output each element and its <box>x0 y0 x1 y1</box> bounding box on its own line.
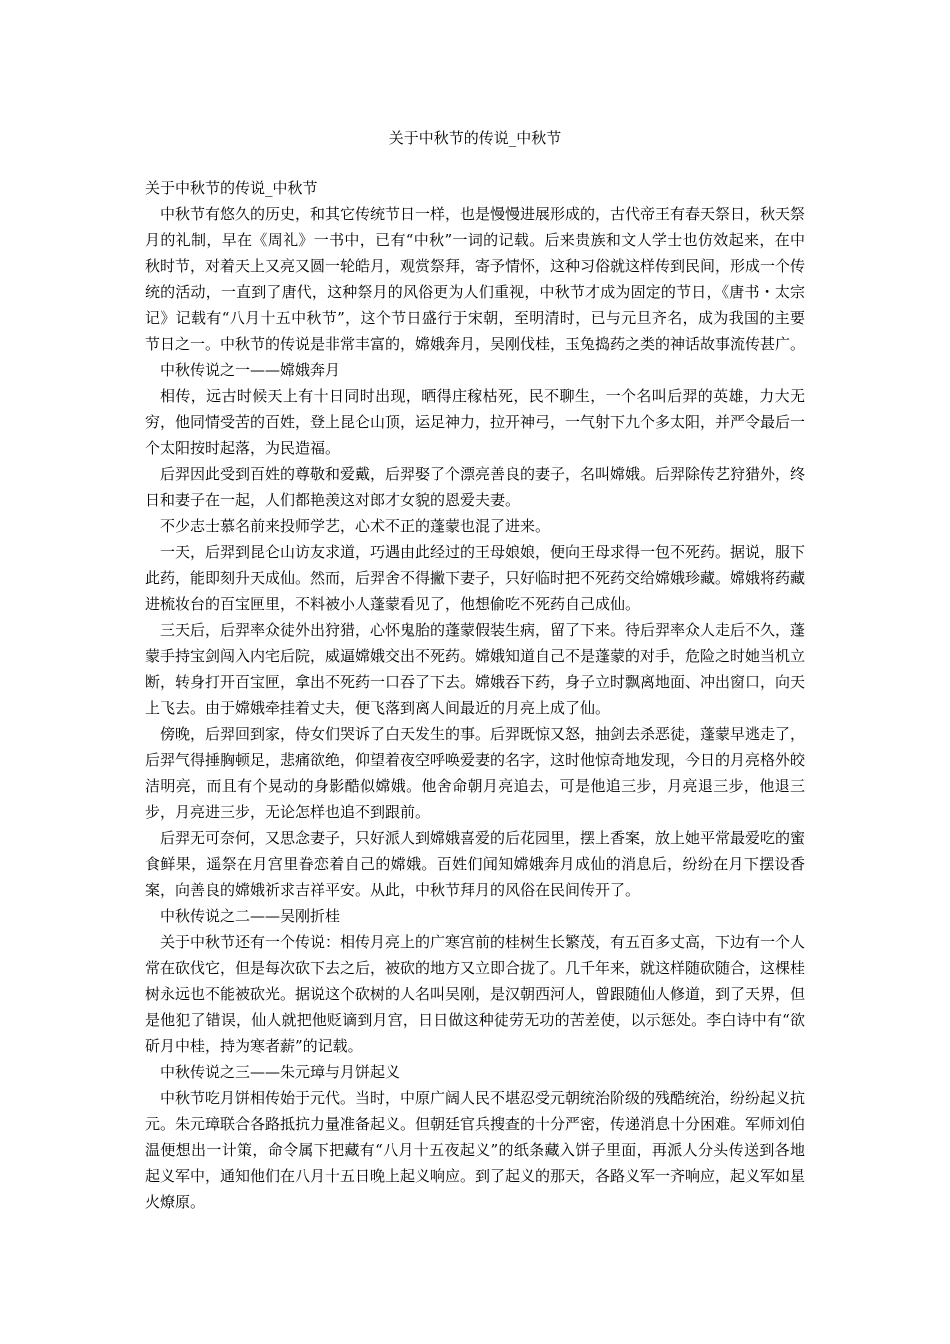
body-paragraph: 相传，远古时候天上有十日同时出现，晒得庄稼枯死，民不聊生，一个名叫后羿的英雄，力大无穷，他同情受苦的百姓，登上昆仑山顶，运足神力，拉开神弓，一气射下九个多太阳，并严令最后一个太阳按时起落，为民造福。 <box>145 387 806 457</box>
body-paragraph: 一天，后羿到昆仑山访友求道，巧遇由此经过的王母娘娘，便向王母求得一包不死药。据说，服下此药，能即刻升天成仙。然而，后羿舍不得撇下妻子，只好临时把不死药交给嫦娥珍藏。嫦娥将药藏进梳妆台的百宝匣里，不料被小人蓬蒙看见了，他想偷吃不死药自己成仙。 <box>145 543 806 613</box>
body-paragraph: 中秋节吃月饼相传始于元代。当时，中原广阔人民不堪忍受元朝统治阶级的残酷统治，纷纷起义抗元。朱元璋联合各路抵抗力量准备起义。但朝廷官兵搜查的十分严密，传递消息十分困难。军师刘伯温便想出一计策，命令属下把藏有“八月十五夜起义”的纸条藏入饼子里面，再派人分头传送到各地起义军中，通知他们在八月十五日晚上起义响应。到了起义的那天，各路义军一齐响应，起义军如星火燎原。 <box>145 1089 806 1211</box>
section-heading: 中秋传说之二——吴刚折桂 <box>160 907 341 925</box>
section-heading: 中秋传说之三——朱元璋与月饼起义 <box>160 1063 401 1081</box>
body-paragraph: 不少志士慕名前来投师学艺，心术不正的蓬蒙也混了进来。 <box>160 517 551 535</box>
body-paragraph: 中秋节有悠久的历史，和其它传统节日一样，也是慢慢进展形成的，古代帝王有春天祭日，秋天祭月的礼制，早在《周礼》一书中，已有“中秋”一词的记载。后来贵族和文人学士也仿效起来，在中秋时节，对着天上又亮又圆一轮皓月，观赏祭拜，寄予情怀，这种习俗就这样传到民间，形成一个传统的活动，一直到了唐代，这种祭月的风俗更为人们重视，中秋节才成为固定的节日，《唐书・太宗记》记载有“八月十五中秋节”，这个节日盛行于宋朝，至明清时，已与元旦齐名，成为我国的主要节日之一。中秋节的传说是非常丰富的，嫦娥奔月，吴刚伐桂，玉兔捣药之类的神话故事流传甚广。 <box>145 205 806 353</box>
document-subtitle: 关于中秋节的传说_中秋节 <box>145 179 318 197</box>
body-paragraph: 后羿因此受到百姓的尊敬和爱戴，后羿娶了个漂亮善良的妻子，名叫嫦娥。后羿除传艺狩猎外，终日和妻子在一起，人们都艳羡这对郎才女貌的恩爱夫妻。 <box>145 465 806 509</box>
section-heading: 中秋传说之一——嫦娥奔月 <box>160 361 341 379</box>
body-paragraph: 后羿无可奈何，又思念妻子，只好派人到嫦娥喜爱的后花园里，摆上香案，放上她平常最爱吃的蜜食鲜果，遥祭在月宫里眷恋着自己的嫦娥。百姓们闻知嫦娥奔月成仙的消息后，纷纷在月下摆设香案，向善良的嫦娥祈求吉祥平安。从此，中秋节拜月的风俗在民间传开了。 <box>145 829 806 899</box>
paragraph-list <box>145 201 805 1215</box>
document-title: 关于中秋节的传说_中秋节 <box>388 129 562 147</box>
body-paragraph: 傍晚，后羿回到家，侍女们哭诉了白天发生的事。后羿既惊又怒，抽剑去杀恶徒，蓬蒙早逃走了，后羿气得捶胸顿足，悲痛欲绝，仰望着夜空呼唤爱妻的名字，这时他惊奇地发现，今日的月亮格外皎洁明亮，而且有个晃动的身影酷似嫦娥。他舍命朝月亮追去，可是他追三步，月亮退三步，他退三步，月亮进三步，无论怎样也追不到跟前。 <box>145 725 806 821</box>
body-paragraph: 关于中秋节还有一个传说：相传月亮上的广寒宫前的桂树生长繁茂，有五百多丈高，下边有一个人常在砍伐它，但是每次砍下去之后，被砍的地方又立即合拢了。几千年来，就这样随砍随合，这棵桂树永远也不能被砍光。据说这个砍树的人名叫吴刚，是汉朝西河人，曾跟随仙人修道，到了天界，但是他犯了错误，仙人就把他贬谪到月宫，日日做这种徒劳无功的苦差使，以示惩处。李白诗中有“欲斫月中桂，持为寒者薪”的记载。 <box>145 933 806 1055</box>
body-paragraph: 三天后，后羿率众徒外出狩猎，心怀鬼胎的蓬蒙假装生病，留了下来。待后羿率众人走后不久，蓬蒙手持宝剑闯入内宅后院，威逼嫦娥交出不死药。嫦娥知道自己不是蓬蒙的对手，危险之时她当机立断，转身打开百宝匣，拿出不死药一口吞了下去。嫦娥吞下药，身子立时飘离地面、冲出窗口，向天上飞去。由于嫦娥牵挂着丈夫，便飞落到离人间最近的月亮上成了仙。 <box>145 621 806 717</box>
document-body <box>145 175 805 1215</box>
